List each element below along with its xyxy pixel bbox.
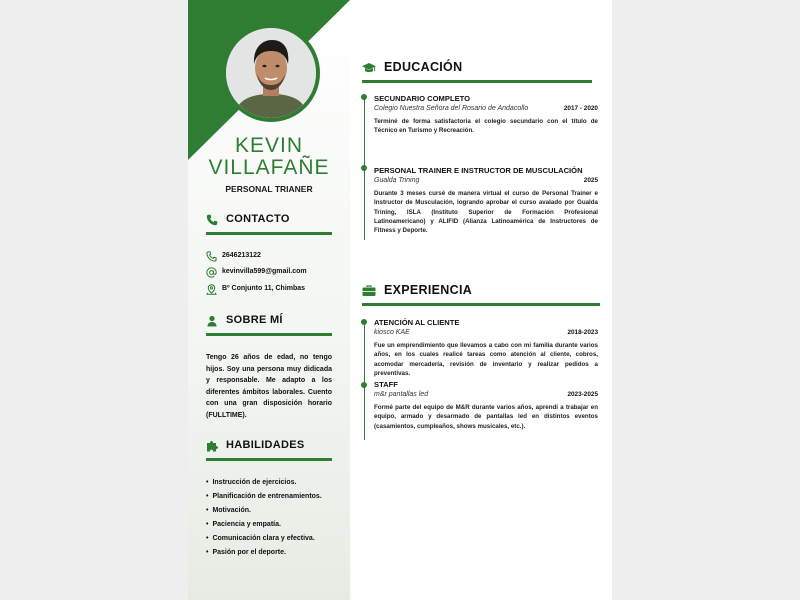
entry-subtitle xyxy=(374,391,598,401)
entry-description: Durante 3 meses cursé de manera virtual el curso de Personal Trainer e Instructor de Musculación, logrando aprobar el curso avalado por Gualda Trining, ISLA (Instituto Superior de Formación Profesional Latinoamericano) y ALIFID (Alianza Latinoamérica de Instructores de Fitness y Deporte. xyxy=(374,190,598,235)
entry-date: 2018-2023 xyxy=(567,329,598,336)
about-divider xyxy=(206,333,332,336)
experience-title: EXPERIENCIA xyxy=(384,283,473,297)
experience-divider xyxy=(362,303,600,306)
entry-subtitle xyxy=(374,329,598,339)
entry-place: kiosco KAE xyxy=(374,329,410,336)
entry-place: m&r pantallas led xyxy=(374,391,429,398)
entry-description: Formé parte del equipo de M&R durante varios años, aprendí a trabajar en equipo, armado y desarmado de pantallas led en distintos eventos (casamientos, cumpleaños, shows musicales, etc.). xyxy=(374,404,598,430)
profile-photo xyxy=(226,28,316,118)
puzzle-icon xyxy=(206,440,218,452)
contact-divider xyxy=(206,232,332,235)
experience-timeline xyxy=(364,320,365,440)
location-pin-icon xyxy=(206,284,217,295)
contact-email xyxy=(206,267,346,279)
entry-title: ATENCIÓN AL CLIENTE xyxy=(374,318,460,327)
sidebar xyxy=(188,0,350,600)
entry-date: 2017 - 2020 xyxy=(563,105,598,112)
at-sign-icon xyxy=(206,267,217,278)
timeline-dot xyxy=(361,165,367,171)
contact-title: CONTACTO xyxy=(226,213,290,225)
briefcase-icon xyxy=(362,285,376,297)
entry-title: STAFF xyxy=(374,380,398,389)
entry-date: 2025 xyxy=(583,177,598,184)
education-entry xyxy=(374,94,598,136)
graduation-cap-icon xyxy=(362,62,376,74)
skill-item: • Motivación. xyxy=(206,506,346,520)
entry-place: Colegio Nuestra Señora del Rosario de Andacollo xyxy=(374,105,529,112)
timeline-dot xyxy=(361,319,367,325)
skills-divider xyxy=(206,458,332,461)
entry-description: Fue un emprendimiento que llevamos a cabo con mi familia durante varios años, en los cuales realicé tareas como atención al cliente, cobros, acomodar mercadería, revisión de inventario y realizar pedidos a preventivas. xyxy=(374,342,598,377)
skills-title: HABILIDADES xyxy=(226,439,305,451)
education-title: EDUCACIÓN xyxy=(384,60,463,74)
experience-entry xyxy=(374,318,598,378)
entry-date: 2023-2025 xyxy=(567,391,598,398)
name-last: VILLAFAÑE xyxy=(208,156,330,179)
skill-item: • Planificación de entrenamientos. xyxy=(206,492,346,506)
entry-title: PERSONAL TRAINER E INSTRUCTOR DE MUSCULACIÓN xyxy=(374,166,583,175)
education-divider xyxy=(362,80,592,83)
entry-place: Gualda Trining xyxy=(374,177,420,184)
phone-icon xyxy=(206,214,218,226)
skill-item: • Comunicación clara y efectiva. xyxy=(206,534,346,548)
skills-list xyxy=(206,478,346,562)
job-title: PERSONAL TRIANER xyxy=(225,184,313,194)
phone-icon xyxy=(206,251,217,262)
entry-description: Terminé de forma satisfactoria el colegio secundario con el título de Técnico en Turismo y Recreación. xyxy=(374,118,598,135)
entry-subtitle xyxy=(374,105,598,115)
skill-item: • Paciencia y empatía. xyxy=(206,520,346,534)
email-address[interactable]: kevinvilla599@gmail.com xyxy=(222,268,307,275)
address: Bº Conjunto 11, Chimbas xyxy=(222,285,306,292)
resume-page xyxy=(188,0,612,600)
skill-item: • Pasión por el deporte. xyxy=(206,548,346,562)
user-icon xyxy=(206,315,218,327)
timeline-dot xyxy=(361,94,367,100)
name-first: KEVIN xyxy=(234,134,304,157)
timeline-dot xyxy=(361,382,367,388)
about-title: SOBRE MÍ xyxy=(226,314,283,326)
experience-entry xyxy=(374,380,598,431)
entry-subtitle xyxy=(374,177,598,187)
about-text: Tengo 26 años de edad, no tengo hijos. Soy una persona muy didicada y responsable. Me adapto a los diferentes ámbitos laborales. Cuento con una gran disposición horario (FULLTIME). xyxy=(206,354,332,419)
entry-title: SECUNDARIO COMPLETO xyxy=(374,94,471,103)
education-entry xyxy=(374,166,598,235)
phone-number: 2646213122 xyxy=(222,252,261,259)
skill-item: • Instrucción de ejercicios. xyxy=(206,478,346,492)
contact-phone xyxy=(206,251,346,263)
contact-address xyxy=(206,284,346,296)
